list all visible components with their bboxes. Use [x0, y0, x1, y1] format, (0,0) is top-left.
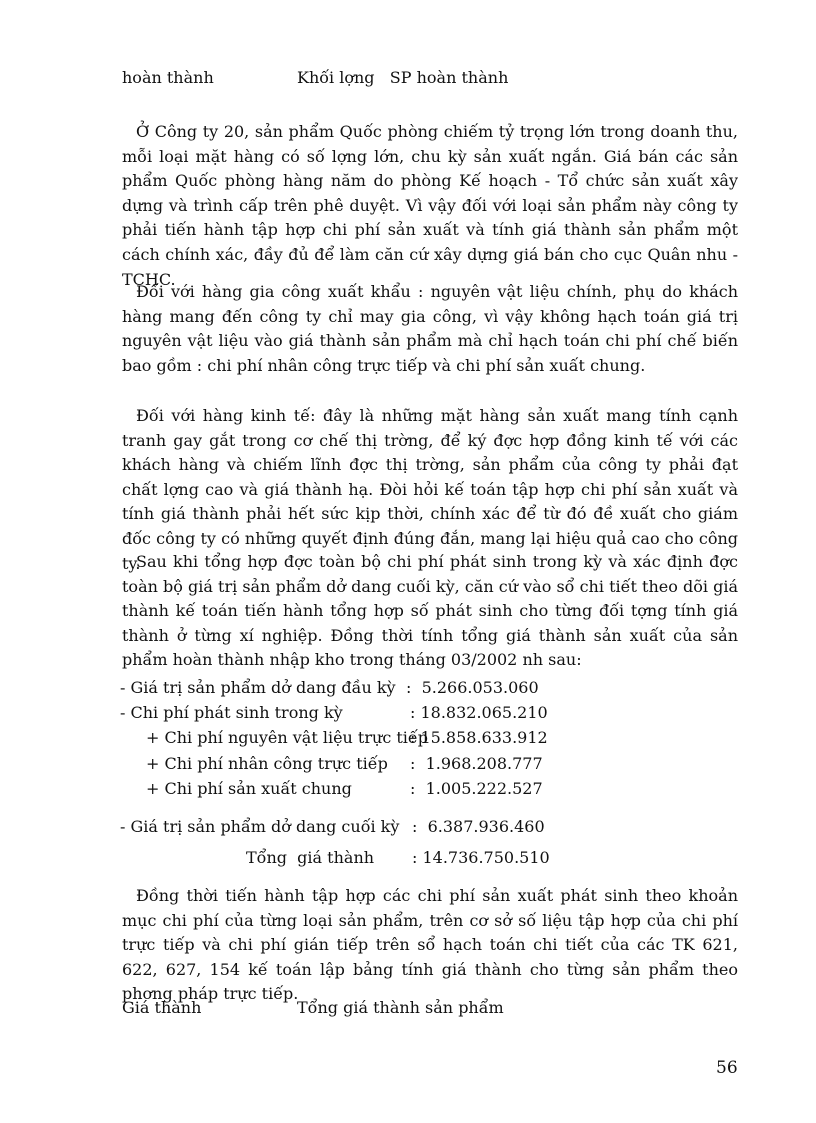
figure-row-overhead: [120, 778, 543, 800]
figure-label: - Giá trị sản phẩm dở dang đầu kỳ: [120, 678, 396, 697]
figure-label: + Chi phí nhân công trực tiếp: [146, 754, 388, 773]
formula-top-right: Khối lợng SP hoàn thành: [297, 68, 509, 87]
page-number: 56: [716, 1058, 738, 1078]
formula-top-left: hoàn thành: [122, 68, 214, 87]
figure-value: : 18.832.065.210: [410, 703, 548, 722]
figure-row-total-cost: [120, 847, 550, 869]
figure-label: - Chi phí phát sinh trong kỳ: [120, 703, 343, 722]
paragraph-text: Đối với hàng gia công xuất khẩu : nguyên vật liệu chính, phụ do khách hàng mang đến công ty chỉ may gia công, vì vậy không hạch toán giá trị nguyên vật liệu vào giá thành sản phẩm mà chỉ hạch toán chi phí chế biến bao gồm : chi phí nhân công trực tiếp và chi phí sản xuất chung.: [122, 282, 738, 375]
figure-value: : 1.968.208.777: [410, 754, 543, 773]
figure-row-opening-wip: [120, 677, 539, 699]
figure-row-direct-materials: [120, 727, 548, 749]
paragraph-text: Ở Công ty 20, sản phẩm Quốc phòng chiếm tỷ trọng lớn trong doanh thu, mỗi loại mặt hàng có số lợng lớn, chu kỳ sản xuất ngắn. Giá bán các sản phẩm Quốc phòng hàng năm do phòng Kế hoạch - Tổ chức sản xuất xây dựng và trình cấp trên phê duyệt. Vì vậy đối với loại sản phẩm này công ty phải tiến hành tập hợp chi phí sản xuất và tính giá thành sản phẩm một cách chính xác, đầy đủ để làm căn cứ xây dựng giá bán cho cục Quân nhu - TCHC.: [122, 122, 738, 289]
figure-value: : 6.387.936.460: [412, 817, 545, 836]
paragraph-cost-summary: [122, 550, 738, 673]
figure-row-costs-incurred: [120, 702, 548, 724]
paragraph-export-processing: [122, 280, 738, 378]
figure-label: Tổng giá thành: [246, 848, 375, 867]
figure-label: + Chi phí nguyên vật liệu trực tiếp: [146, 728, 428, 747]
figure-label: - Giá trị sản phẩm dở dang cuối kỳ: [120, 817, 400, 836]
paragraph-text: Sau khi tổng hợp đợc toàn bộ chi phí phát sinh trong kỳ và xác định đợc toàn bộ giá trị sản phẩm dở dang cuối kỳ, căn cứ vào sổ chi tiết theo dõi giá thành kế toán tiến hành tổng hợp số phát sinh cho từng đối tợng tính giá thành ở từng xí nghiệp. Đồng thời tính tổng giá thành sản xuất của sản phẩm hoàn thành nhập kho trong tháng 03/2002 nh sau:: [122, 552, 738, 670]
figure-value: : 14.736.750.510: [412, 848, 550, 867]
formula-bottom-right: Tổng giá thành sản phẩm: [297, 998, 504, 1017]
figure-value: : 1.005.222.527: [410, 779, 543, 798]
paragraph-text: Đối với hàng kinh tế: đây là những mặt hàng sản xuất mang tính cạnh tranh gay gắt trong cơ chế thị trờng, để ký đợc hợp đồng kinh tế với các khách hàng và chiếm lĩnh đợc thị trờng, sản phẩm của công ty phải đạt chất lợng cao và giá thành hạ. Đòi hỏi kế toán tập hợp chi phí sản xuất và tính giá thành phải hết sức kịp thời, chính xác để từ đó đề xuất cho giám đốc công ty có những quyết định đúng đắn, mang lại hiệu quả cao cho công ty.: [122, 406, 738, 573]
figure-label: + Chi phí sản xuất chung: [146, 779, 352, 798]
formula-bottom-left: Giá thành: [122, 998, 202, 1017]
figure-value: : 15.858.633.912: [410, 728, 548, 747]
paragraph-closing: [122, 884, 738, 1007]
figure-row-direct-labor: [120, 753, 543, 775]
paragraph-text: Đồng thời tiến hành tập hợp các chi phí sản xuất phát sinh theo khoản mục chi phí của từng loại sản phẩm, trên cơ sở số liệu tập hợp của chi phí trực tiếp và chi phí gián tiếp trên sổ hạch toán chi tiết của các TK 621, 622, 627, 154 kế toán lập bảng tính giá thành cho từng sản phẩm theo phơng pháp trực tiếp.: [122, 886, 738, 1004]
paragraph-defense-products: [122, 120, 738, 292]
figure-value: : 5.266.053.060: [406, 678, 539, 697]
figure-row-closing-wip: [120, 816, 545, 838]
